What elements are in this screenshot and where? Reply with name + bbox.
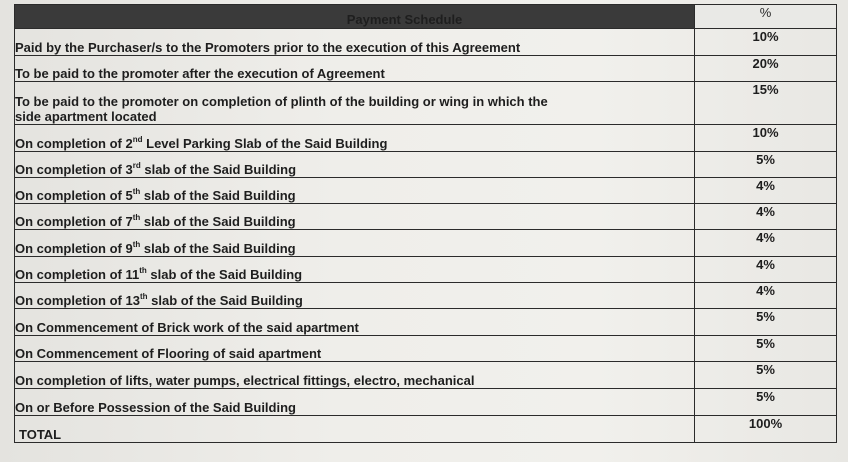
milestone-text: On completion of 9 <box>15 241 133 256</box>
total-row <box>15 416 837 443</box>
milestone-text: On completion of 3 <box>15 162 133 177</box>
milestone-percentage: 4% <box>695 230 837 257</box>
table-row <box>15 56 837 82</box>
table-row <box>15 82 837 125</box>
milestone-description <box>15 309 695 336</box>
milestone-description <box>15 56 695 82</box>
milestone-percentage: 4% <box>695 283 837 309</box>
milestone-percentage: 4% <box>695 257 837 283</box>
milestone-description <box>15 82 695 125</box>
table-row <box>15 257 837 283</box>
milestone-text-continued: slab of the Said Building <box>140 241 296 256</box>
table-row <box>15 29 837 56</box>
milestone-text: On completion of 7 <box>15 214 133 229</box>
milestone-description <box>15 283 695 309</box>
milestone-text-continued: slab of the Said Building <box>147 293 303 308</box>
total-percentage: 100% <box>695 416 837 443</box>
milestone-percentage: 5% <box>695 152 837 178</box>
milestone-text: On or Before Possession of the Said Building <box>15 400 296 415</box>
milestone-percentage: 5% <box>695 336 837 362</box>
milestone-text-continued: slab of the Said Building <box>140 214 296 229</box>
ordinal-suffix: nd <box>132 134 143 144</box>
table-row <box>15 389 837 416</box>
milestone-description <box>15 336 695 362</box>
milestone-text: On completion of 11 <box>15 267 140 282</box>
milestone-text-continued: slab of the Said Building <box>140 162 297 177</box>
milestone-text-continued: slab of the Said Building <box>146 267 303 282</box>
ordinal-suffix: th <box>139 265 147 275</box>
table-row <box>15 152 837 178</box>
milestone-percentage: 20% <box>695 56 837 82</box>
milestone-text: Paid by the Purchaser/s to the Promoters prior to the execution of this Agreement <box>15 40 521 55</box>
milestone-description <box>15 204 695 230</box>
table-row <box>15 309 837 336</box>
ordinal-suffix: th <box>132 239 141 249</box>
milestone-percentage: 15% <box>695 82 837 125</box>
total-label: TOTAL <box>15 416 695 443</box>
milestone-description <box>15 29 695 56</box>
milestone-text-line2: side apartment located <box>15 109 157 124</box>
milestone-text: On completion of lifts, water pumps, electrical fittings, electro, mechanical <box>15 373 475 388</box>
table-row <box>15 178 837 204</box>
payment-schedule-table <box>14 4 837 443</box>
table-row <box>15 336 837 362</box>
milestone-text: On completion of 5 <box>15 188 133 203</box>
ordinal-suffix: th <box>132 212 141 222</box>
table-row <box>15 362 837 389</box>
milestone-text: To be paid to the promoter on completion of plinth of the building or wing in which the <box>15 94 548 109</box>
table-row <box>15 283 837 309</box>
milestone-percentage: 10% <box>695 125 837 152</box>
payment-schedule-heading: Payment Schedule <box>15 5 695 29</box>
table-row <box>15 204 837 230</box>
milestone-text: To be paid to the promoter after the execution of Agreement <box>15 66 385 81</box>
milestone-description <box>15 230 695 257</box>
milestone-description <box>15 178 695 204</box>
milestone-description <box>15 389 695 416</box>
table-row <box>15 230 837 257</box>
percent-column-heading: % <box>695 5 837 29</box>
milestone-description <box>15 152 695 178</box>
milestone-text: On completion of 13 <box>15 293 140 308</box>
milestone-text-continued: Level Parking Slab of the Said Building <box>142 136 388 151</box>
milestone-percentage: 5% <box>695 309 837 336</box>
milestone-percentage: 4% <box>695 178 837 204</box>
table-body <box>15 29 837 443</box>
milestone-description <box>15 362 695 389</box>
milestone-percentage: 4% <box>695 204 837 230</box>
milestone-text-continued: slab of the Said Building <box>140 188 296 203</box>
table-header-row <box>15 5 837 29</box>
milestone-description <box>15 125 695 152</box>
milestone-text: On completion of 2 <box>15 136 133 151</box>
ordinal-suffix: rd <box>132 160 141 170</box>
milestone-description <box>15 257 695 283</box>
milestone-percentage: 5% <box>695 362 837 389</box>
milestone-text: On Commencement of Brick work of the said apartment <box>15 320 359 335</box>
ordinal-suffix: th <box>132 186 141 196</box>
table-row <box>15 125 837 152</box>
milestone-text: On Commencement of Flooring of said apartment <box>15 346 322 361</box>
milestone-percentage: 5% <box>695 389 837 416</box>
ordinal-suffix: th <box>139 291 148 301</box>
milestone-percentage: 10% <box>695 29 837 56</box>
